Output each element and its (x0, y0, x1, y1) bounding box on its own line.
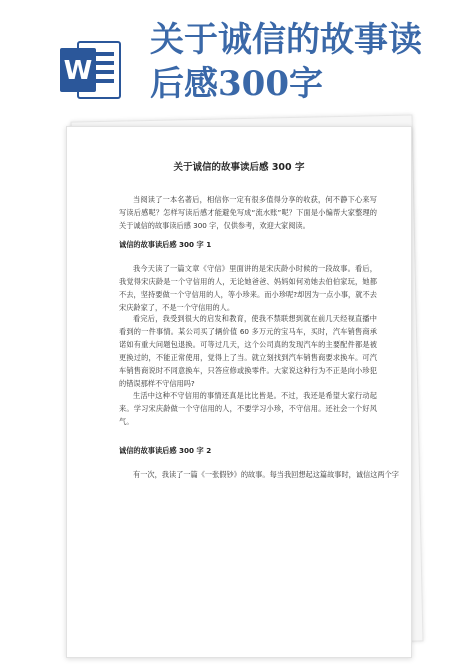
page-title-line-1: 关于诚信的故事读 (150, 20, 422, 60)
paragraph: 看完后，我受到很大的启发和教育，使我不禁联想到就在前几天经视直播中看到的一件事情。某公司买了辆价值 60 多万元的宝马车，买时，汽车销售商承诺如有重大问题包退换。可等过几天，这个公司真的发现汽车的主要配件都是被更换过的，不能正常使用，觉得上了当。就立刻找到汽车销售商要求换车。可汽车销售商说时不同意换车，只答应修或换零件。大家说这种行为不正是向小珍犯的错误那样不守信用吗? (119, 314, 377, 388)
paragraph: 有一次，我读了一篇《一张假钞》的故事。每当我回想起这篇故事时，诚信这两个字 (133, 470, 399, 479)
document-title: 关于诚信的故事读后感 300 字 (173, 162, 305, 173)
svg-text:W: W (63, 56, 93, 86)
paragraph: 生活中这种不守信用的事情还真是比比皆是。不过，我还是希望大家行动起来。学习宋庆龄做一个守信用的人，不要学习小珍，不守信用。还社会一个好风气。 (119, 391, 377, 426)
page-title (150, 18, 460, 106)
banner (0, 0, 474, 120)
document-page (66, 126, 412, 658)
section-heading-1: 诚信的故事读后感 300 字 1 (119, 240, 212, 249)
page-title-line-2: 后感300字 (150, 64, 323, 104)
paragraph: 我今天读了一篇文章《守信》里面讲的是宋庆龄小时候的一段故事。看后，我觉得宋庆龄是一个守信用的人，无论她爸爸、妈妈如何劝她去伯伯家玩，她都不去，坚持要做一个守信用的人，等小珍来。而小珍呢?却因为一点小事，就不去宋庆龄家了，不是一个守信用的人。 (119, 264, 377, 312)
intro-paragraph: 当阅读了一本名著后，相信你一定有很多值得分享的收获，何不静下心来写写读后感呢？怎样写读后感才能避免写成“流水账”呢？下面是小编帮大家整理的关于诚信的故事读后感 300 字，仅供参考，欢迎大家阅读。 (119, 195, 377, 230)
section-heading-2: 诚信的故事读后感 300 字 2 (119, 446, 212, 455)
word-document-icon (60, 40, 122, 100)
